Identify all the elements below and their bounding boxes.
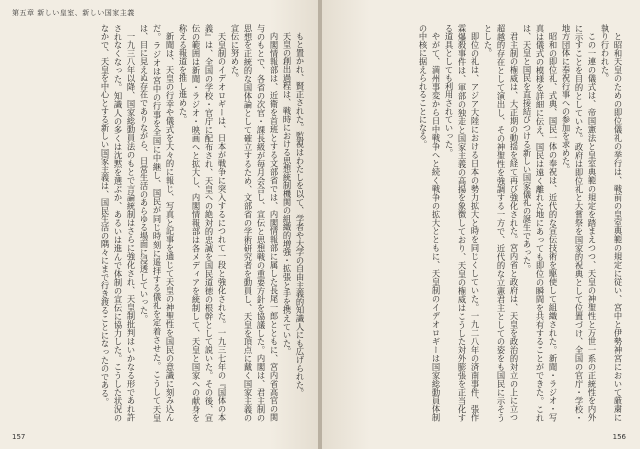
paragraph: 天皇の創出過程は、戦時における思想統制機関の組織的増強・拡張と手を携えていた。 (282, 32, 292, 356)
paragraph: 昭和の即位礼、式典、国民一体の奉祝は、近代的な宣伝技術を駆使して組織された。新聞・ラジオ・写真は儀式の模様を詳細に伝え、国民は遠く離れた地にあっても即位の瞬間を共有することができた。これは、天皇と国民を直接結びつける新しい国家儀礼の誕生であった。 (522, 24, 558, 422)
paragraph: もと置かれ、賢正された。監視はわたしを以て、学者や大学の自由主義的知識人にも広げられた。 (295, 32, 305, 398)
paragraph: と昭和天皇のための即位儀礼の挙行は、戦前の皇室典範の規定に従い、宮中と伊勢神宮において厳粛に執り行われた。 (600, 24, 623, 422)
left-page (0, 0, 318, 449)
right-page (322, 0, 640, 449)
page-number-left: 157 (12, 433, 26, 441)
running-header: 第五章 新しい皇室、新しい国家主義 (12, 9, 135, 17)
paragraph: 内閣情報部は、近衛を首班とする文部省では、内閣情報部に属した長尾一郎とともに、宮内省高官の関与のもとで、各省の次官・課長級が毎月会合し、宣伝と思想戦の重要方針を協議した。内閣は、君主制の思想を正統的な国体論として確立するため、文部省の学術研究者を動員し、天皇を頂点に戴く国家主義の宣伝に努めた。 (230, 24, 279, 422)
page-number-right: 156 (612, 433, 626, 441)
paragraph: この一連の儀式は、帝国憲法と皇室典範の規定を踏まえつつ、天皇の神聖性と万世一系の正統性を内外に示すことを目的としていた。政府は即位礼と大嘗祭を国家的祝典として位置づけ、全国の官庁・学校・地方団体に奉祝行事への参加を求めた。 (561, 24, 597, 422)
paragraph: 君主制の権威は、大正期の動揺を経て再び強化された。宮内省と政府は、天皇を政治的対立の上に立つ超越的存在として演出し、その神聖性を強調する一方で、近代的な立憲君主としての姿をも国民に示そうとした。 (483, 24, 519, 422)
paragraph: 即位の礼は、アジア大陸における日本の勢力拡大と時を同じくしていた。一九二八年の済南事件、張作霖爆殺事件は、軍部の独走と国家主義の高揚を象徴しており、天皇の権威はこうした対外膨張を正当化する道具としても利用されていった。 (444, 24, 480, 422)
right-body-text (330, 24, 624, 422)
left-body-text (14, 24, 306, 422)
paragraph: やがて、満州事変から日中戦争へと続く戦争の拡大とともに、天皇制のイデオロギーは国家総動員体制の中核に据えられることになる。 (418, 24, 441, 422)
paragraph: 一九三八年以降、国家総動員法のもとで言論統制はさらに強化され、天皇制批判はいかなる形であれ許されなくなった。知識人の多くは沈黙を選ぶか、あるいは進んで体制の宣伝に協力した。こうした状況のなかで、天皇を中心とする新しい国家主義は、国民生活の隅々にまで行き渡ることになったのである。 (100, 24, 136, 422)
paragraph: 新聞は、天皇の行幸や儀式を大々的に報じ、写真と記事を通じて天皇の神聖性を国民の意識に刻み込んだ。ラジオは宮中の行事を全国に中継し、国民が同じ時刻に遥拝する儀礼を定着させた。こうして天皇は、目に見えぬ存在でありながら、日常生活のあらゆる場面に浸透していった。 (139, 24, 175, 422)
paragraph: 天皇制のイデオロギーは、日本が戦争に突入するにつれて一段と強化された。一九三七年の『国体の本義』は、全国の学校・官庁に配布され、天皇への絶対的忠誠を国民道徳の根幹として説いた。その後、宣伝の範囲は新聞・ラジオ・映画へと拡大し、内閣情報部は各メディアを統制して、天皇と国家への献身を称える報道を推し進めた。 (178, 24, 227, 422)
